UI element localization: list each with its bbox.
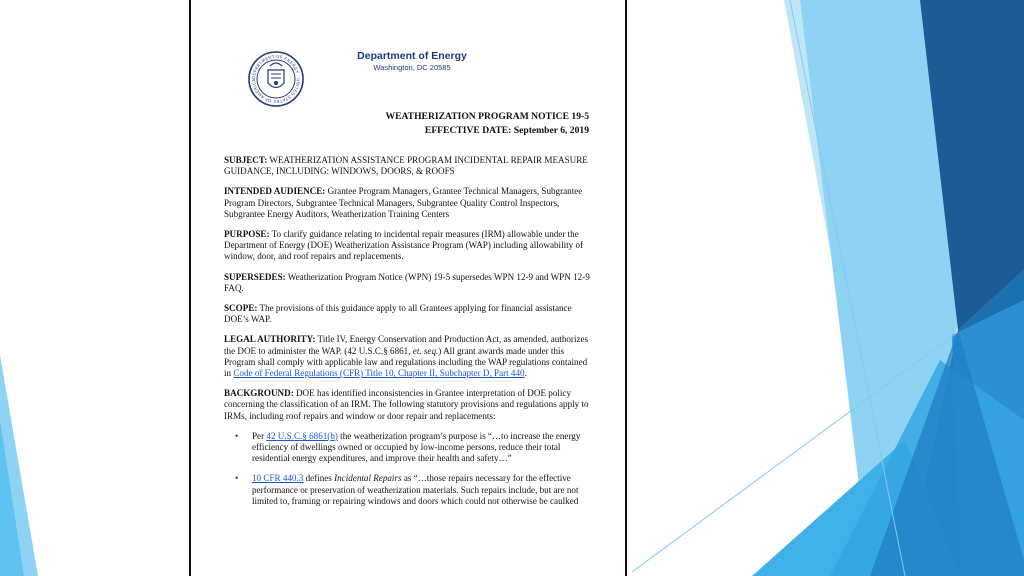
background-paragraph (224, 388, 590, 422)
audience-text: Grantee Program Managers, Grantee Technical Managers, Subgrantee Program Directors, Subgrantee Technical Managers, Subgrantee Quality Control Inspectors, Subgrantee Energy Auditors, Weatherization Training Centers (224, 186, 583, 219)
bullet-italic: Incidental Repairs (334, 473, 402, 484)
letterhead (247, 50, 607, 110)
background-label: BACKGROUND: (224, 388, 294, 399)
legal-text-3: . (524, 368, 527, 379)
list-item (252, 473, 590, 507)
purpose-label: PURPOSE: (224, 229, 270, 240)
supersedes-label: SUPERSEDES: (224, 271, 286, 282)
purpose-paragraph (224, 229, 590, 263)
agency-name: Department of Energy (357, 50, 467, 62)
doe-seal-icon (247, 50, 305, 108)
legal-text-2: ) All grant awards made under this Program shall comply with applicable law and regulations including the WAP regulations contained in (224, 345, 588, 379)
usc-6861b-link[interactable]: 42 U.S.C.§ 6861(b) (266, 430, 338, 441)
right-accent-facets (624, 0, 1024, 576)
notice-header (385, 110, 589, 138)
bullet-text: defines (303, 473, 335, 484)
legal-label: LEGAL AUTHORITY: (224, 334, 316, 345)
supersedes-text: Weatherization Program Notice (WPN) 19-5 supersedes WPN 12-9 and WPN 12-9 FAQ. (224, 271, 590, 293)
bullet-text: as “…those repairs necessary for the effective performance or preservation of weatherization materials. Such repairs include, but are not limited to, framing or repairing windows and doors which could not otherwise be caulked (252, 473, 579, 506)
purpose-text: To clarify guidance relating to incidental repair measures (IRM) allowable under the Department of Energy (DOE) Weatherization Assistance Program (WAP) including allowability of window, door, and roof repairs and replacements. (224, 229, 584, 262)
effective-date: EFFECTIVE DATE: September 6, 2019 (424, 125, 589, 136)
subject-label: SUBJECT: (224, 155, 268, 165)
background-text: DOE has identified inconsistencies in Grantee interpretation of DOE policy concerning the classification of an IRM. The following statutory provisions and regulations apply to IRMs, including roof repairs and window or door repair and replacements: (224, 388, 589, 421)
subject-text: WEATHERIZATION ASSISTANCE PROGRAM INCIDENTAL REPAIR MEASURE GUIDANCE, INCLUDING: WINDOWS, DOORS, & ROOFS (224, 155, 588, 177)
list-item (252, 431, 590, 465)
bullet-text: the weatherization program’s purpose is “…to increase the energy efficiency of dwellings owned or occupied by low-income persons, reduce their total residential energy expenditures, and improve their health and safety…” (252, 430, 581, 464)
legal-italic: et. seq. (412, 345, 439, 356)
cfr-440-3-link[interactable]: 10 CFR 440.3 (252, 473, 304, 484)
agency-address: Washington, DC 20585 (373, 63, 451, 72)
subject-paragraph (224, 155, 590, 177)
legal-text-1: Title IV, Energy Conservation and Production Act, as amended, authorizes the DOE to administer the WAP. (42 U.S.C.§ 6861, (224, 334, 589, 356)
left-accent-facet (0, 0, 60, 576)
scope-paragraph (224, 303, 590, 325)
bullet-prefix: Per (252, 430, 267, 441)
document-page (189, 0, 627, 576)
notice-number: WEATHERIZATION PROGRAM NOTICE 19-5 (385, 111, 589, 122)
audience-label: INTENDED AUDIENCE: (224, 186, 326, 197)
svg-text:DEPARTMENT OF ENERGY · UNITED: DEPARTMENT OF ENERGY · UNITED STATES OF AMERICA (250, 53, 302, 105)
cfr-link[interactable]: Code of Federal Regulations (CFR) Title 10, Chapter II, Subchapter D, Part 440 (233, 368, 525, 379)
audience-paragraph (224, 186, 590, 220)
statute-list (224, 431, 590, 507)
legal-authority-paragraph (224, 334, 590, 379)
supersedes-paragraph (224, 272, 590, 294)
agency-block (350, 50, 474, 72)
scope-label: SCOPE: (224, 303, 258, 314)
scope-text: The provisions of this guidance apply to all Grantees applying for financial assistance DOE’s WAP. (224, 303, 572, 325)
notice-body (224, 155, 590, 516)
